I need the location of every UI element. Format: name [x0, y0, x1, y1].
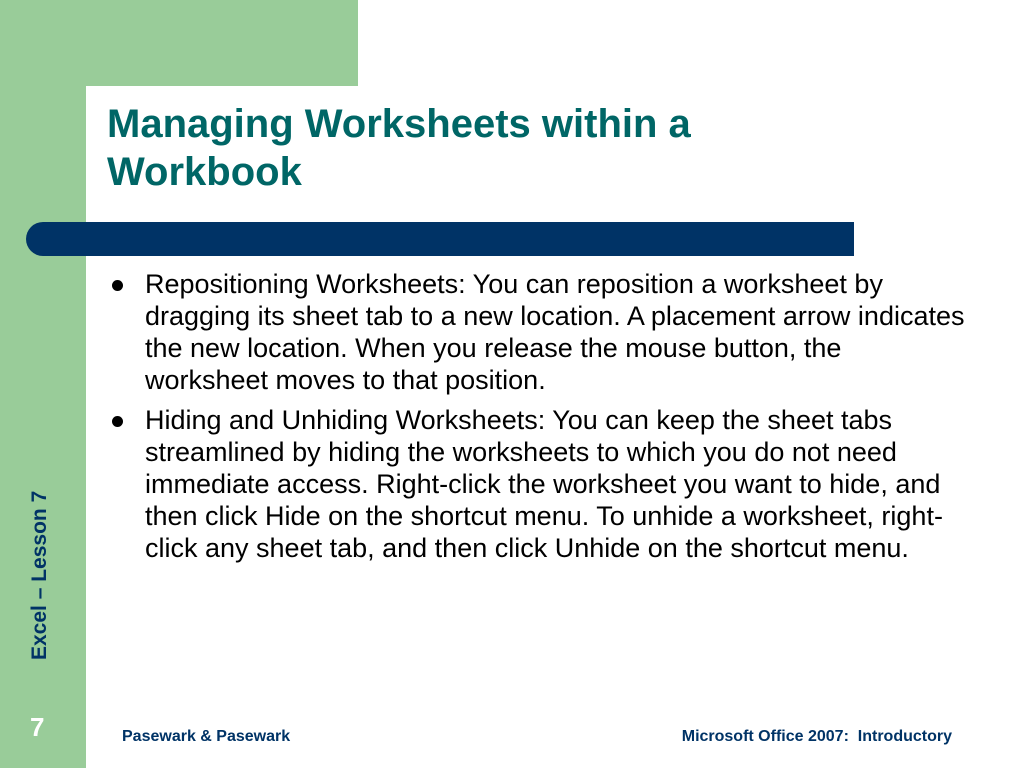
bullet-item: [107, 404, 967, 564]
bullet-text: Repositioning Worksheets: You can reposition a worksheet by dragging its sheet tab to a new location. A placement arrow indicates the new location. When you release the mouse button, the worksheet moves to that position.: [145, 269, 965, 395]
bullet-list: [107, 268, 967, 572]
footer-course: Microsoft Office 2007: Introductory: [681, 728, 952, 745]
footer-author: Pasewark & Pasewark: [122, 728, 291, 745]
top-green-band: [0, 0, 358, 86]
slide-title: Managing Worksheets within a Workbook: [107, 102, 691, 194]
slide-number: 7: [30, 712, 45, 742]
title-rule-bar: [26, 222, 854, 256]
bullet-text: Hiding and Unhiding Worksheets: You can keep the sheet tabs streamlined by hiding the worksheets to which you do not need immediate access. Right-click the worksheet you want to hide, and then click Hide on the shortcut menu. To unhide a worksheet, right-click any sheet tab, and then click Unhide on the shortcut menu.: [145, 405, 943, 563]
bullet-dot-icon: [112, 280, 123, 291]
bullet-item: [107, 268, 967, 396]
lesson-side-label: Excel – Lesson 7: [28, 490, 51, 660]
bullet-dot-icon: [112, 416, 123, 427]
